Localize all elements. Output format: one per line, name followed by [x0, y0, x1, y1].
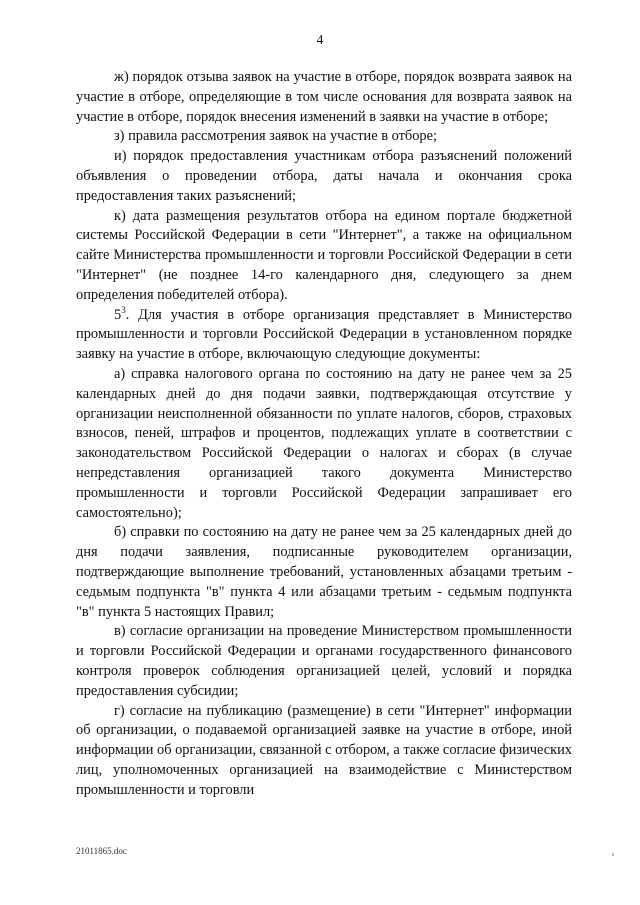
scan-mark	[612, 853, 614, 856]
paragraph-k: к) дата размещения результатов отбора на едином портале бюджетной системы Российской Федерации в сети "Интернет", а также на официальном сайте Министерства промышленности и торговли Российской Федерации в сети "Интернет" (не позднее 14-го календарного дня, следующего за днем определения победителей отбора).	[76, 207, 572, 303]
paragraph-g: г) согласие на публикацию (размещение) в сети "Интернет" информации об организации, о подаваемой организацией заявке на участие в отборе, иной информации об организации, связанной с отбором, а также согласие физических лиц, уполномоченных организацией на взаимодействие с Министерством промышленности и торговли	[76, 702, 572, 798]
clause-number: 5	[114, 306, 122, 323]
paragraph-i: и) порядок предоставления участникам отбора разъяснений положений объявления о проведении отбора, даты начала и окончания срока предоставления таких разъяснений;	[76, 148, 572, 204]
footer-file-code: 21011865.doc	[76, 846, 127, 856]
clause-superscript: 3	[121, 304, 126, 315]
paragraph-z: з) правила рассмотрения заявок на участие в отборе;	[114, 128, 437, 145]
paragraph-5-3	[76, 306, 572, 365]
page-number: 4	[316, 32, 324, 47]
paragraph-zh: ж) порядок отзыва заявок на участие в отборе, порядок возврата заявок на участие в отборе, определяющие в том числе основания для возврата заявок на участие в отборе, порядок внесения изменений в заявки на участие в отборе;	[76, 69, 572, 125]
document-body	[76, 68, 572, 800]
clause-text: . Для участия в отборе организация представляет в Министерство промышленности и торговли Российской Федерации в установленном порядке заявку на участие в отборе, включающую следующие документы:	[76, 306, 572, 363]
paragraph-v: в) согласие организации на проведение Министерством промышленности и торговли Российской Федерации и органами государственного финансового контроля проверок соблюдения организацией целей, условий и порядка предоставления субсидии;	[76, 623, 572, 699]
paragraph-b: б) справки по состоянию на дату не ранее чем за 25 календарных дней до дня подачи заявления, подписанные руководителем организации, подтверждающие выполнение требований, установленных абзацами третьим - седьмым подпункта "в" пункта 4 или абзацами третьим - седьмым подпункта "в" пункта 5 настоящих Правил;	[76, 524, 572, 620]
paragraph-a: а) справка налогового органа по состоянию на дату не ранее чем за 25 календарных дней до дня подачи заявки, подтверждающая отсутствие у организации неисполненной обязанности по уплате налогов, сборов, страховых взносов, пеней, штрафов и процентов, подлежащих уплате в соответствии с законодательством Российской Федерации о налогах и сборах (в случае непредставления организацией такого документа Министерство промышленности и торговли Российской Федерации запрашивает его самостоятельно);	[76, 365, 572, 521]
